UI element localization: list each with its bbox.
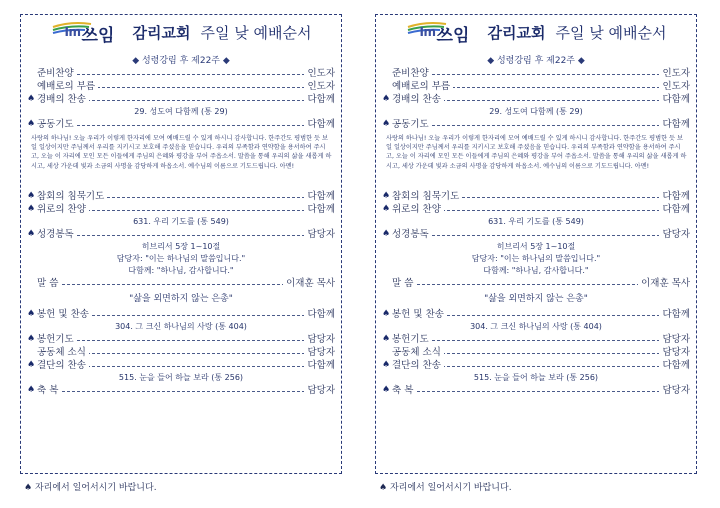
hymn-line: 515. 눈을 들어 하늘 보라 (통 256): [473, 373, 599, 382]
program-label: 준비찬양: [392, 67, 432, 80]
program-row: [27, 308, 335, 321]
program-leader: 인도자: [304, 80, 335, 93]
program-label: 공동기도: [37, 118, 77, 131]
program-leader: 담당자: [304, 228, 335, 241]
program-label: 경배의 찬송: [37, 93, 89, 106]
program-row: [382, 93, 690, 106]
spade-icon: ♠: [382, 309, 391, 319]
bulletin-header: [21, 19, 341, 51]
service-title: 주일 낮 예배순서: [200, 23, 312, 42]
program-label: 공동체 소식: [37, 346, 89, 359]
hymn-line: 다함께: "하나님, 감사합니다.": [128, 266, 234, 275]
spade-icon: ♠: [382, 334, 391, 344]
program-label: 결단의 찬송: [37, 359, 89, 372]
bulletin-header: [376, 19, 696, 51]
program-row: [382, 384, 690, 397]
program-row: [27, 93, 335, 106]
hymn-line: 631. 우리 기도를 (통 549): [488, 217, 584, 226]
program-row: [382, 80, 690, 93]
program-row: [382, 308, 690, 321]
spade-icon: ♠: [27, 360, 36, 370]
program-leader: 다함께: [659, 359, 690, 372]
program-leader: 담당자: [659, 333, 690, 346]
program-leader: 이재훈 목사: [283, 277, 335, 290]
program-leader: 다함께: [304, 203, 335, 216]
program-row: [27, 359, 335, 372]
program-row: [382, 203, 690, 216]
leader-dots: [392, 235, 690, 236]
program-row: [382, 190, 690, 203]
program-label: 경배의 찬송: [392, 93, 444, 106]
standing-note: [24, 480, 157, 493]
program-leader: 인도자: [659, 67, 690, 80]
hymn-line: 631. 우리 기도를 (통 549): [133, 217, 229, 226]
program-row: [27, 384, 335, 397]
hymn-line: 담당자: "이는 하나님의 말씀입니다.": [471, 254, 601, 263]
bulletin-page-2: [375, 14, 697, 474]
leader-dots: [392, 391, 690, 392]
sermon-title: "삶을 외면하지 않는 은총": [484, 294, 588, 304]
program-row: [382, 333, 690, 346]
program-row: [382, 118, 690, 131]
spade-icon: ♠: [27, 309, 36, 319]
hymn-line: 히브리서 5장 1~10절: [496, 242, 576, 251]
program-label: 축 복: [37, 384, 61, 397]
program-label: 예배로의 부름: [392, 80, 453, 93]
program-row: [382, 277, 690, 290]
program-label: 공동체 소식: [392, 346, 444, 359]
spade-icon: ♠: [27, 119, 36, 129]
note-text: 자리에서 일어서시기 바랍니다.: [389, 483, 512, 493]
program-row: [382, 346, 690, 359]
program-leader: 담당자: [304, 346, 335, 359]
leader-dots: [392, 125, 690, 126]
program-row: [27, 203, 335, 216]
leader-dots: [37, 125, 335, 126]
hymn-line: 히브리서 5장 1~10절: [141, 242, 221, 251]
spade-icon: ♠: [27, 385, 36, 395]
program-row: [27, 228, 335, 241]
program-leader: 다함께: [304, 190, 335, 203]
liturgical-week: ◆ 성령강림 후 제22주 ◆: [132, 56, 230, 66]
bulletin-page-1: [20, 14, 342, 474]
program-leader: 이재훈 목사: [638, 277, 690, 290]
church-name: 감리교회: [487, 23, 546, 42]
program-leader: 다함께: [659, 308, 690, 321]
spade-icon: ♠: [379, 483, 388, 493]
program-row: [27, 333, 335, 346]
program-label: 말 씀: [37, 277, 61, 290]
program-row: [27, 80, 335, 93]
program-label: 말 씀: [392, 277, 416, 290]
hymn-line: 29. 성도여 다함께 (통 29): [489, 107, 583, 116]
spade-icon: ♠: [382, 385, 391, 395]
program-label: 성경봉독: [37, 228, 77, 241]
program-row: [27, 277, 335, 290]
note-text: 자리에서 일어서시기 바랍니다.: [34, 483, 157, 493]
program-label: 위로의 찬양: [392, 203, 444, 216]
program-label: 봉헌기도: [392, 333, 432, 346]
spade-icon: ♠: [382, 94, 391, 104]
program-label: 성경봉독: [392, 228, 432, 241]
logo-prefix: Im: [64, 25, 81, 39]
program-leader: 담당자: [659, 346, 690, 359]
program-leader: 다함께: [304, 359, 335, 372]
church-logo: [406, 19, 494, 45]
program-row: [27, 346, 335, 359]
program-label: 참회의 침묵기도: [37, 190, 107, 203]
spade-icon: ♠: [27, 229, 36, 239]
hymn-line: 29. 성도여 다함께 (통 29): [134, 107, 228, 116]
hymn-line: 515. 눈을 들어 하늘 보라 (통 256): [118, 373, 244, 382]
church-name: 감리교회: [132, 23, 191, 42]
leader-dots: [37, 74, 335, 75]
spade-icon: ♠: [27, 94, 36, 104]
program-leader: 다함께: [304, 308, 335, 321]
logo-name: 쓰임: [81, 26, 115, 46]
program-leader: 다함께: [304, 118, 335, 131]
spade-icon: ♠: [382, 204, 391, 214]
program-label: 공동기도: [392, 118, 432, 131]
program-leader: 인도자: [304, 67, 335, 80]
standing-note: [379, 480, 512, 493]
sermon-title: "삶을 외면하지 않는 은총": [129, 294, 233, 304]
program-leader: 담당자: [659, 384, 690, 397]
spade-icon: ♠: [24, 483, 33, 493]
hymn-line: 304. 그 크신 하나님의 사랑 (통 404): [115, 322, 247, 331]
leader-dots: [37, 235, 335, 236]
service-title: 주일 낮 예배순서: [555, 23, 667, 42]
program-row: [27, 118, 335, 131]
spade-icon: ♠: [27, 334, 36, 344]
program-list: [27, 67, 335, 397]
program-label: 예배로의 부름: [37, 80, 98, 93]
program-row: [27, 67, 335, 80]
spade-icon: ♠: [27, 204, 36, 214]
program-label: 준비찬양: [37, 67, 77, 80]
program-row: [27, 190, 335, 203]
program-row: [382, 228, 690, 241]
program-row: [382, 67, 690, 80]
program-leader: 다함께: [659, 190, 690, 203]
church-logo: [51, 19, 139, 45]
program-label: 참회의 침묵기도: [392, 190, 462, 203]
program-leader: 담당자: [304, 333, 335, 346]
program-list: [382, 67, 690, 397]
prayer-text: 사랑의 하나님! 오늘 우리가 이렇게 한자리에 모여 예배드릴 수 있게 하시니 감사합니다. 한주간도 평범한 듯 보일 일상이지만 주님께서 우리를 지키시고 보호해 주셨음을 믿습니다. 우리의 부족함과 연약함을 용서하여 주시고, 오늘 이 자리에 모인 모든 이들에게 주님의 은혜와 평강을 부어 주옵소서. 말씀을 통해 우리의 삶을 새롭게 하시고, 세상 가운데 빛과 소금의 사명을 감당하게 하옵소서. 예수님의 이름으로 기도드립니다. 아멘!: [386, 135, 687, 170]
spade-icon: ♠: [382, 119, 391, 129]
program-label: 결단의 찬송: [392, 359, 444, 372]
program-leader: 다함께: [659, 203, 690, 216]
hymn-line: 담당자: "이는 하나님의 말씀입니다.": [116, 254, 246, 263]
leader-dots: [392, 340, 690, 341]
liturgical-week: ◆ 성령강림 후 제22주 ◆: [487, 56, 585, 66]
leader-dots: [392, 74, 690, 75]
program-label: 축 복: [392, 384, 416, 397]
logo-name: 쓰임: [436, 26, 470, 46]
spade-icon: ♠: [27, 191, 36, 201]
program-label: 봉헌기도: [37, 333, 77, 346]
program-leader: 다함께: [659, 93, 690, 106]
spade-icon: ♠: [382, 360, 391, 370]
spade-icon: ♠: [382, 229, 391, 239]
program-leader: 인도자: [659, 80, 690, 93]
prayer-text: 사랑의 하나님! 오늘 우리가 이렇게 한자리에 모여 예배드릴 수 있게 하시니 감사합니다. 한주간도 평범한 듯 보일 일상이지만 주님께서 우리를 지키시고 보호해 주셨음을 믿습니다. 우리의 부족함과 연약함을 용서하여 주시고, 오늘 이 자리에 모인 모든 이들에게 주님의 은혜와 평강을 부어 주옵소서. 말씀을 통해 우리의 삶을 새롭게 하시고, 세상 가운데 빛과 소금의 사명을 감당하게 하옵소서. 예수님의 이름으로 기도드립니다. 아멘!: [31, 135, 332, 170]
program-leader: 다함께: [659, 118, 690, 131]
program-label: 봉헌 및 찬송: [392, 308, 447, 321]
program-leader: 담당자: [304, 384, 335, 397]
spade-icon: ♠: [382, 191, 391, 201]
program-leader: 담당자: [659, 228, 690, 241]
hymn-line: 304. 그 크신 하나님의 사랑 (통 404): [470, 322, 602, 331]
logo-prefix: Im: [419, 25, 436, 39]
program-label: 봉헌 및 찬송: [37, 308, 92, 321]
program-leader: 다함께: [304, 93, 335, 106]
leader-dots: [37, 391, 335, 392]
program-label: 위로의 찬양: [37, 203, 89, 216]
leader-dots: [37, 340, 335, 341]
hymn-line: 다함께: "하나님, 감사합니다.": [483, 266, 589, 275]
program-row: [382, 359, 690, 372]
